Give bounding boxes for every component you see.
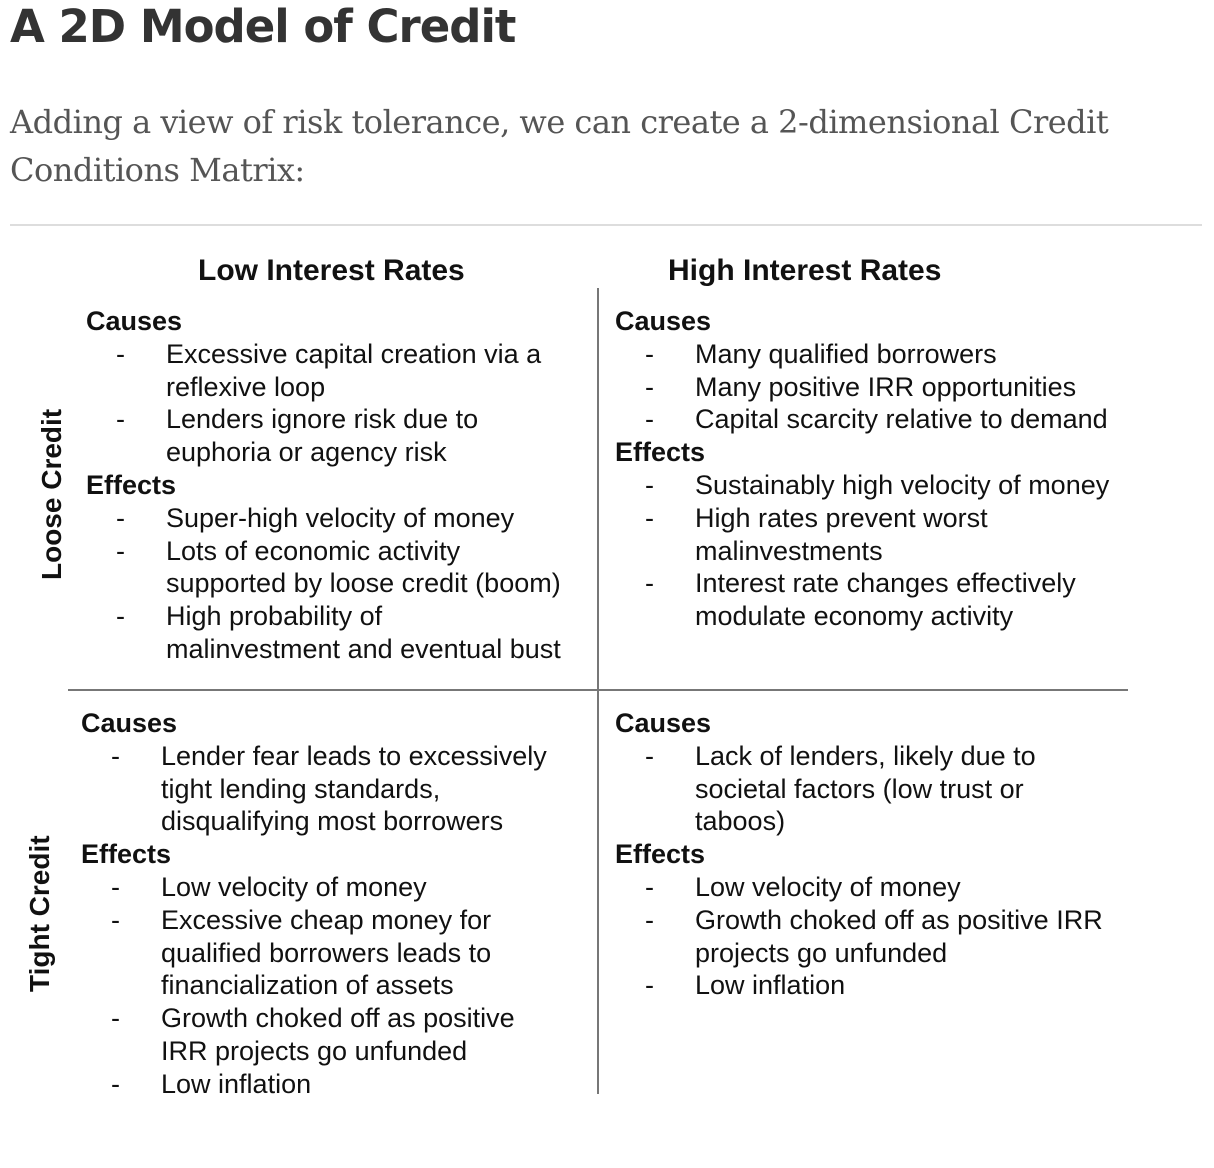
quadrant-loose-credit-low-rates: [86, 305, 591, 666]
divider: [10, 224, 1202, 226]
list-item-text: [161, 871, 427, 904]
text-line: societal factors (low trust or: [695, 773, 1024, 804]
causes-heading: Causes: [81, 708, 178, 738]
effect-list-item: [86, 600, 591, 666]
text-line: supported by loose credit (boom): [166, 568, 561, 599]
text-line: Excessive cheap money for: [161, 904, 492, 935]
cause-list-item: [615, 338, 1210, 371]
causes-heading: Causes: [615, 306, 712, 336]
text-line: qualified borrowers leads to: [161, 937, 492, 968]
text-line: Lots of economic activity: [166, 535, 461, 566]
text-line: Lack of lenders, likely due to: [695, 740, 1036, 771]
list-dash: -: [111, 871, 120, 902]
list-item-text: [695, 502, 988, 568]
list-dash: -: [645, 970, 654, 1001]
list-dash: -: [116, 338, 125, 369]
text-line: Interest rate changes effectively: [695, 568, 1076, 599]
text-line: Super-high velocity of money: [166, 502, 515, 533]
column-header-high-interest-rates: High Interest Rates: [668, 254, 942, 287]
effect-list-item: [615, 502, 1210, 568]
cause-list-item: [615, 371, 1210, 404]
text-line: Low velocity of money: [695, 871, 961, 902]
text-line: Low inflation: [161, 1068, 312, 1099]
text-line: malinvestment and eventual bust: [166, 633, 561, 664]
effect-list-item: [86, 502, 591, 535]
row-header-loose-credit: Loose Credit: [36, 408, 67, 580]
list-item-text: [695, 740, 1036, 838]
list-dash: -: [116, 404, 125, 435]
list-item-text: [166, 502, 514, 535]
text-line: tight lending standards,: [161, 773, 441, 804]
text-line: Capital scarcity relative to demand: [695, 404, 1108, 435]
text-line: projects go unfunded: [695, 937, 948, 968]
list-dash: -: [111, 1003, 120, 1034]
list-dash: -: [116, 502, 125, 533]
list-item-text: [161, 1068, 311, 1101]
list-item-text: [166, 403, 478, 469]
list-item-text: [161, 740, 547, 838]
list-dash: -: [645, 904, 654, 935]
effect-list-item: [81, 1068, 591, 1101]
effect-list-item: [86, 535, 591, 601]
text-line: Many qualified borrowers: [695, 338, 997, 369]
effect-list-item: [615, 567, 1210, 633]
effect-list-item: [615, 969, 1210, 1002]
list-item-text: [695, 904, 1103, 970]
text-line: Growth choked off as positive: [161, 1003, 515, 1034]
effects-heading: Effects: [81, 839, 172, 870]
effect-list-item: [81, 1002, 591, 1068]
text-line: Many positive IRR opportunities: [695, 371, 1077, 402]
list-dash: -: [645, 469, 654, 500]
matrix-horizontal-axis: [68, 689, 1128, 691]
causes-heading: Causes: [615, 708, 712, 738]
list-dash: -: [645, 371, 654, 402]
cause-list-item: [615, 403, 1210, 436]
effect-list-item: [81, 904, 591, 1002]
text-line: taboos): [695, 806, 786, 837]
list-dash: -: [111, 904, 120, 935]
intro-paragraph: Adding a view of risk tolerance, we can create a 2-dimensional Credit Conditions Matrix:: [10, 103, 1109, 189]
text-line: modulate economy activity: [695, 601, 1014, 632]
list-dash: -: [645, 740, 654, 771]
list-item-text: [166, 600, 561, 666]
text-line: Low velocity of money: [161, 871, 427, 902]
quadrant-tight-credit-high-rates: [615, 707, 1210, 1002]
list-dash: -: [645, 502, 654, 533]
row-header-tight-credit: Tight Credit: [24, 835, 55, 992]
effects-heading: Effects: [615, 839, 706, 870]
list-dash: -: [645, 338, 654, 369]
effect-list-item: [615, 871, 1210, 904]
list-dash: -: [645, 404, 654, 435]
text-line: reflexive loop: [166, 371, 326, 402]
list-item-text: [166, 535, 561, 601]
text-line: Lenders ignore risk due to: [166, 404, 479, 435]
list-item-text: [695, 969, 845, 1002]
text-line: Excessive capital creation via a: [166, 338, 542, 369]
list-item-text: [695, 469, 1109, 502]
text-line: High rates prevent worst: [695, 502, 988, 533]
text-line: Lender fear leads to excessively: [161, 740, 547, 771]
effect-list-item: [615, 904, 1210, 970]
list-item-text: [166, 338, 541, 404]
text-line: Sustainably high velocity of money: [695, 469, 1110, 500]
list-item-text: [695, 338, 997, 371]
list-dash: -: [116, 535, 125, 566]
list-dash: -: [116, 601, 125, 632]
text-line: Growth choked off as positive IRR: [695, 904, 1103, 935]
cause-list-item: [86, 403, 591, 469]
quadrant-loose-credit-high-rates: [615, 305, 1210, 633]
list-item-text: [695, 371, 1076, 404]
text-line: financialization of assets: [161, 970, 454, 1001]
list-dash: -: [645, 871, 654, 902]
text-line: IRR projects go unfunded: [161, 1035, 468, 1066]
effects-heading: Effects: [615, 437, 706, 468]
page-title: A 2D Model of Credit: [10, 0, 516, 53]
list-item-text: [695, 871, 961, 904]
list-item-text: [695, 403, 1108, 436]
list-item-text: [695, 567, 1076, 633]
text-line: malinvestments: [695, 535, 883, 566]
text-line: Low inflation: [695, 970, 846, 1001]
list-item-text: [161, 1002, 515, 1068]
text-line: disqualifying most borrowers: [161, 806, 504, 837]
effect-list-item: [81, 871, 591, 904]
matrix-vertical-axis: [597, 288, 599, 1094]
causes-heading: Causes: [86, 306, 183, 336]
list-dash: -: [111, 1068, 120, 1099]
list-dash: -: [645, 568, 654, 599]
quadrant-tight-credit-low-rates: [81, 707, 591, 1101]
effect-list-item: [615, 469, 1210, 502]
list-item-text: [161, 904, 491, 1002]
list-dash: -: [111, 740, 120, 771]
cause-list-item: [86, 338, 591, 404]
effects-heading: Effects: [86, 469, 177, 500]
cause-list-item: [615, 740, 1210, 838]
text-line: High probability of: [166, 601, 383, 632]
text-line: euphoria or agency risk: [166, 437, 447, 468]
cause-list-item: [81, 740, 591, 838]
column-header-low-interest-rates: Low Interest Rates: [198, 254, 465, 287]
